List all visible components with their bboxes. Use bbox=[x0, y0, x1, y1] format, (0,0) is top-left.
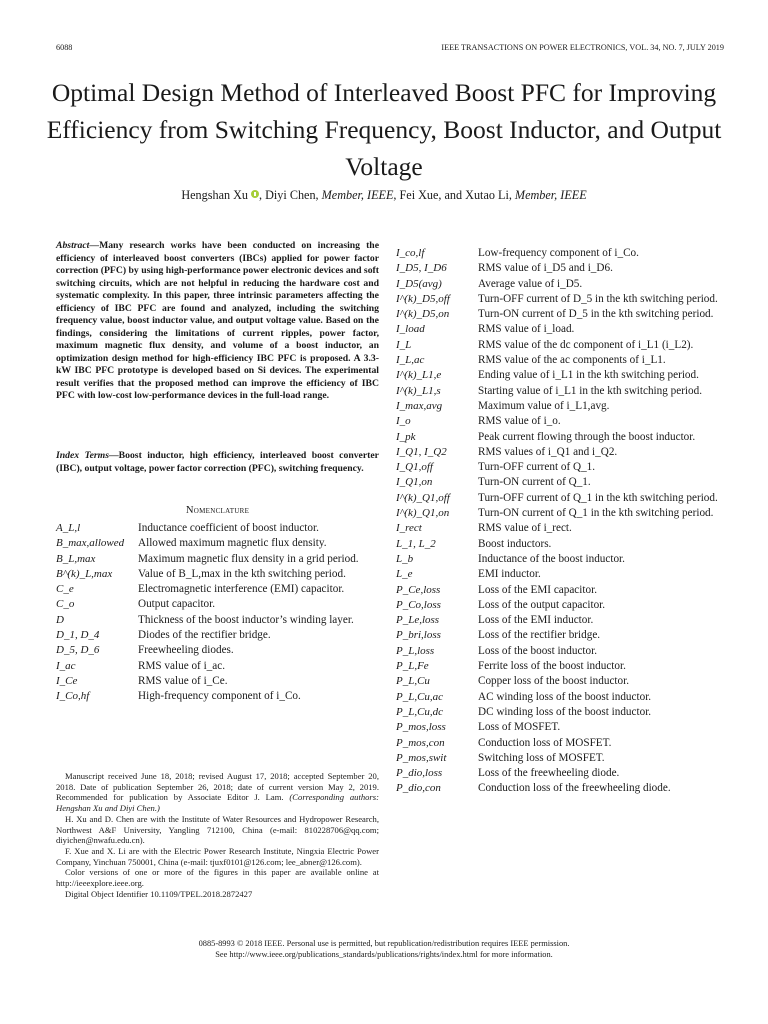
nomenclature-symbol: I_rect bbox=[396, 522, 422, 535]
nomenclature-item bbox=[396, 766, 719, 781]
nomenclature-definition: Ferrite loss of the boost inductor. bbox=[478, 660, 626, 673]
author-2-role: Member, IEEE bbox=[321, 188, 394, 202]
nomenclature-item bbox=[56, 613, 379, 628]
nomenclature-definition: Low-frequency component of i_Co. bbox=[478, 247, 639, 259]
nomenclature-definition: Turn-OFF current of Q_1. bbox=[478, 461, 596, 474]
nomenclature-definition: RMS value of the ac components of i_L1. bbox=[478, 354, 666, 367]
nomenclature-item bbox=[396, 613, 719, 628]
nomenclature-definition: Loss of the EMI inductor. bbox=[478, 614, 594, 627]
nomenclature-symbol: B_max,allowed bbox=[56, 537, 125, 550]
nomenclature-definition: Average value of i_D5. bbox=[478, 277, 583, 290]
nomenclature-symbol: P_L,Cu bbox=[396, 675, 430, 688]
author-1: Hengshan Xu bbox=[181, 188, 249, 202]
nomenclature-item bbox=[396, 705, 719, 720]
nomenclature-symbol: I_pk bbox=[396, 430, 416, 443]
nomenclature-item bbox=[396, 353, 719, 368]
nomenclature-definition: Loss of the output capacitor. bbox=[478, 598, 606, 611]
nomenclature-item bbox=[396, 261, 719, 276]
nomenclature-symbol: B^(k)_L,max bbox=[56, 567, 113, 580]
nomenclature-symbol: P_Ce,loss bbox=[396, 583, 441, 596]
nomenclature-item bbox=[396, 659, 719, 674]
nomenclature-item bbox=[396, 736, 719, 751]
nomenclature-symbol: I_D5, I_D6 bbox=[396, 262, 447, 275]
nomenclature-definition: Inductance coefficient of boost inductor. bbox=[138, 522, 319, 534]
nomenclature-item bbox=[56, 674, 379, 689]
nomenclature-item bbox=[56, 597, 379, 612]
footnote-received: Manuscript received June 18, 2018; revised August 17, 2018; accepted September 20, 2018. Date of publication September 26, 2018; date of current version May 2, 2019. Recommended for publication by Associate Editor J. Lam. (Corresponding authors: Hengshan Xu and Diyi Chen.) bbox=[56, 771, 379, 814]
nomenclature-definition: Turn-OFF current of D_5 in the kth switching period. bbox=[478, 292, 718, 305]
nomenclature-definition: Ending value of i_L1 in the kth switching period. bbox=[478, 369, 699, 382]
index-terms bbox=[56, 450, 379, 475]
nomenclature-item bbox=[56, 536, 379, 551]
nomenclature-symbol: I_max,avg bbox=[396, 399, 443, 412]
nomenclature-item bbox=[396, 690, 719, 705]
nomenclature-definition: Copper loss of the boost inductor. bbox=[478, 675, 630, 688]
author-line bbox=[30, 188, 738, 203]
nomenclature-symbol: I^(k)_Q1,off bbox=[396, 491, 450, 504]
nomenclature-definition: RMS value of i_rect. bbox=[478, 522, 572, 535]
nomenclature-item bbox=[396, 781, 719, 796]
nomenclature-definition: Loss of the freewheeling diode. bbox=[478, 767, 620, 780]
nomenclature-symbol: P_L,Cu,ac bbox=[396, 690, 444, 703]
nomenclature-symbol: I_Q1,off bbox=[396, 461, 433, 474]
nomenclature-definition: Inductance of the boost inductor. bbox=[478, 552, 625, 565]
nomenclature-item bbox=[396, 491, 719, 506]
nomenclature-item bbox=[396, 674, 719, 689]
nomenclature-item bbox=[396, 430, 719, 445]
nomenclature-symbol: I_o bbox=[396, 415, 411, 428]
author-3-4: , Fei Xue, and Xutao Li, bbox=[393, 188, 515, 202]
page-number: 6088 bbox=[56, 43, 73, 52]
index-terms-text: —Boost inductor, high efficiency, interleaved boost converter (IBC), output voltage, power factor correction (PFC), switching frequency. bbox=[56, 450, 379, 474]
nomenclature-definition: RMS value of i_D5 and i_D6. bbox=[478, 262, 613, 275]
nomenclature-symbol: P_dio,con bbox=[396, 782, 441, 795]
nomenclature-definition: Diodes of the rectifier bridge. bbox=[138, 629, 271, 642]
nomenclature-symbol: P_mos,swit bbox=[396, 751, 447, 764]
nomenclature-symbol: I^(k)_Q1,on bbox=[396, 507, 450, 520]
nomenclature-symbol: C_o bbox=[56, 598, 75, 611]
nomenclature-symbol: I_Co,hf bbox=[56, 690, 90, 703]
nomenclature-item bbox=[56, 521, 379, 536]
nomenclature-item bbox=[396, 246, 719, 261]
nomenclature-symbol: I_L,ac bbox=[396, 354, 425, 367]
nomenclature-item bbox=[396, 445, 719, 460]
nomenclature-definition: EMI inductor. bbox=[478, 568, 541, 581]
nomenclature-item bbox=[56, 643, 379, 658]
nomenclature-item bbox=[396, 751, 719, 766]
nomenclature-item bbox=[56, 689, 379, 704]
nomenclature-definition: RMS values of i_Q1 and i_Q2. bbox=[478, 445, 618, 458]
nomenclature-symbol: I_Q1,on bbox=[396, 476, 433, 489]
nomenclature-heading: Nomenclature bbox=[185, 505, 250, 516]
nomenclature-symbol: D bbox=[56, 613, 64, 626]
nomenclature-symbol: I_load bbox=[396, 323, 425, 336]
nomenclature-item bbox=[396, 644, 719, 659]
nomenclature-definition: Maximum magnetic flux density in a grid period. bbox=[138, 552, 359, 565]
nomenclature-symbol: I_Q1, I_Q2 bbox=[396, 445, 447, 458]
footnote-color-versions: Color versions of one or more of the figures in this paper are available online at http://ieeexplore.ieee.org. bbox=[56, 867, 379, 889]
nomenclature-item bbox=[396, 277, 719, 292]
nomenclature-symbol: P_Co,loss bbox=[396, 598, 441, 611]
nomenclature-item bbox=[396, 598, 719, 613]
nomenclature-item bbox=[396, 368, 719, 383]
nomenclature-item bbox=[396, 399, 719, 414]
nomenclature-item bbox=[396, 521, 719, 536]
nomenclature-definition: Turn-ON current of Q_1. bbox=[478, 476, 591, 489]
nomenclature-item bbox=[56, 628, 379, 643]
nomenclature-item bbox=[396, 414, 719, 429]
abstract bbox=[56, 240, 379, 403]
nomenclature-item bbox=[396, 537, 719, 552]
nomenclature-list-left bbox=[56, 521, 379, 705]
nomenclature-definition: AC winding loss of the boost inductor. bbox=[478, 690, 652, 703]
nomenclature-definition: Switching loss of MOSFET. bbox=[478, 751, 605, 764]
nomenclature-symbol: L_b bbox=[396, 552, 414, 565]
nomenclature-definition: Allowed maximum magnetic flux density. bbox=[138, 537, 327, 550]
abstract-label: Abstract bbox=[56, 240, 90, 251]
nomenclature-definition: Turn-ON current of Q_1 in the kth switching period. bbox=[478, 507, 714, 520]
nomenclature-definition: RMS value of i_ac. bbox=[138, 659, 225, 672]
nomenclature-item bbox=[396, 583, 719, 598]
nomenclature-definition: Boost inductors. bbox=[478, 537, 552, 550]
nomenclature-symbol: L_e bbox=[396, 568, 413, 581]
nomenclature-definition: Maximum value of i_L1,avg. bbox=[478, 399, 610, 412]
nomenclature-symbol: I^(k)_D5,off bbox=[396, 292, 450, 305]
nomenclature-definition: Thickness of the boost inductor’s winding layer. bbox=[138, 613, 354, 626]
journal-header: IEEE TRANSACTIONS ON POWER ELECTRONICS, VOL. 34, NO. 7, JULY 2019 bbox=[441, 43, 724, 52]
nomenclature-definition: Turn-ON current of D_5 in the kth switching period. bbox=[478, 308, 714, 321]
nomenclature-symbol: I_ac bbox=[56, 659, 76, 672]
nomenclature-item bbox=[396, 338, 719, 353]
nomenclature-definition: RMS value of i_load. bbox=[478, 323, 575, 336]
nomenclature-definition: Value of B_L,max in the kth switching period. bbox=[138, 567, 346, 580]
nomenclature-definition: Turn-OFF current of Q_1 in the kth switching period. bbox=[478, 491, 718, 504]
paper-title: Optimal Design Method of Interleaved Boost PFC for Improving Efficiency from Switching Frequency, Boost Inductor, and Output Voltage bbox=[46, 78, 722, 181]
nomenclature-symbol: I_co,lf bbox=[396, 247, 425, 259]
nomenclature-symbol: I^(k)_L1,e bbox=[396, 369, 442, 382]
copyright-line-2: See http://www.ieee.org/publications_standards/publications/rights/index.html for more information. bbox=[215, 950, 553, 959]
nomenclature-item bbox=[56, 552, 379, 567]
footnote bbox=[56, 771, 379, 899]
abstract-text: —Many research works have been conducted on increasing the efficiency of interleaved boost converters (IBCs) applied for power factor correction (PFC) by using high-performance power electronic devices and soft switching circuits, which are not helpful in reducing the hardware cost and systematic complexity. In this paper, three intrinsic parameters affecting the efficiency of IBC PFC are found and analyzed, including the switching frequency value, boost inductor value, and output voltage value. Based on the findings, considering the limitations of current ripples, power factor, maximum magnetic flux density, and volume of a boost inductor, an optimization design method for high-efficiency IBC PFC is proposed. A 3.3-kW IBC PFC prototype is developed based on Si devices. The experimental result verifies that the proposed method can improve the efficiency of IBC PFC with low-cost low-performance devices in the full-load range. bbox=[56, 240, 379, 401]
nomenclature-item bbox=[396, 322, 719, 337]
nomenclature-definition: Loss of MOSFET. bbox=[478, 721, 561, 734]
nomenclature-symbol: D_1, D_4 bbox=[56, 629, 100, 642]
nomenclature-definition: RMS value of the dc component of i_L1 (i_L2). bbox=[478, 338, 694, 351]
footnote-affiliation-1: H. Xu and D. Chen are with the Institute of Water Resources and Hydropower Research, Northwest A&F University, Yangling 712100, China (e-mail: 810228706@qq.com; diyichen@nwafu.edu.cn). bbox=[56, 813, 379, 846]
nomenclature-symbol: P_L,Cu,dc bbox=[396, 705, 444, 718]
copyright-notice bbox=[30, 938, 738, 960]
nomenclature-symbol: I_D5(avg) bbox=[396, 277, 442, 290]
footnote-doi: Digital Object Identifier 10.1109/TPEL.2018.2872427 bbox=[65, 888, 253, 899]
author-4-role: Member, IEEE bbox=[514, 188, 587, 202]
nomenclature-definition: Loss of the rectifier bridge. bbox=[478, 629, 601, 642]
nomenclature-symbol: P_mos,loss bbox=[396, 721, 446, 734]
nomenclature-item bbox=[396, 292, 719, 307]
author-2: , Diyi Chen, bbox=[259, 188, 322, 202]
nomenclature-definition: RMS value of i_Ce. bbox=[138, 674, 228, 687]
footnote-affiliation-2: F. Xue and X. Li are with the Electric Power Research Institute, Ningxia Electric Power Company, Yinchuan 750001, China (e-mail: tjuxf0101@126.com; lee_abner@126.com). bbox=[56, 845, 379, 867]
nomenclature-symbol: P_L,loss bbox=[396, 644, 435, 657]
nomenclature-definition: Conduction loss of MOSFET. bbox=[478, 736, 612, 749]
nomenclature-item bbox=[396, 384, 719, 399]
nomenclature-item bbox=[396, 628, 719, 643]
nomenclature-symbol: P_L,Fe bbox=[396, 660, 429, 673]
nomenclature-symbol: I^(k)_D5,on bbox=[396, 308, 450, 321]
nomenclature-definition: Starting value of i_L1 in the kth switching period. bbox=[478, 384, 703, 397]
nomenclature-item bbox=[56, 582, 379, 597]
nomenclature-item bbox=[396, 460, 719, 475]
copyright-line-1: 0885-8993 © 2018 IEEE. Personal use is permitted, but republication/redistribution requires IEEE permission. bbox=[198, 939, 570, 948]
nomenclature-item bbox=[56, 659, 379, 674]
nomenclature-definition: Loss of the EMI capacitor. bbox=[478, 583, 597, 596]
orcid-icon[interactable] bbox=[251, 190, 259, 198]
nomenclature-symbol: A_L,l bbox=[56, 522, 81, 534]
nomenclature-definition: Peak current flowing through the boost inductor. bbox=[478, 430, 696, 443]
nomenclature-symbol: P_mos,con bbox=[396, 736, 445, 749]
nomenclature-definition: High-frequency component of i_Co. bbox=[138, 690, 301, 703]
nomenclature-definition: Loss of the boost inductor. bbox=[478, 644, 598, 657]
nomenclature-symbol: I_L bbox=[396, 338, 412, 351]
nomenclature-definition: Electromagnetic interference (EMI) capacitor. bbox=[138, 583, 345, 596]
nomenclature-symbol: C_e bbox=[56, 583, 74, 596]
nomenclature-symbol: I_Ce bbox=[56, 674, 78, 687]
nomenclature-definition: Freewheeling diodes. bbox=[138, 644, 234, 657]
nomenclature-symbol: L_1, L_2 bbox=[396, 537, 436, 550]
nomenclature-list-right bbox=[396, 246, 719, 797]
nomenclature-definition: DC winding loss of the boost inductor. bbox=[478, 705, 652, 718]
nomenclature-item bbox=[396, 506, 719, 521]
index-terms-label: Index Terms bbox=[56, 450, 109, 461]
nomenclature-definition: Output capacitor. bbox=[138, 598, 216, 611]
nomenclature-symbol: P_dio,loss bbox=[396, 767, 443, 780]
nomenclature-symbol: B_L,max bbox=[56, 552, 96, 565]
nomenclature-symbol: P_Le,loss bbox=[396, 614, 440, 627]
nomenclature-item bbox=[396, 720, 719, 735]
nomenclature-item bbox=[396, 475, 719, 490]
nomenclature-symbol: P_bri,loss bbox=[396, 629, 441, 642]
nomenclature-symbol: D_5, D_6 bbox=[56, 644, 100, 657]
nomenclature-definition: Conduction loss of the freewheeling diode. bbox=[478, 782, 671, 795]
nomenclature-item bbox=[396, 307, 719, 322]
nomenclature-symbol: I^(k)_L1,s bbox=[396, 384, 441, 397]
nomenclature-item bbox=[56, 567, 379, 582]
nomenclature-item bbox=[396, 567, 719, 582]
nomenclature-item bbox=[396, 552, 719, 567]
nomenclature-definition: RMS value of i_o. bbox=[478, 415, 561, 428]
